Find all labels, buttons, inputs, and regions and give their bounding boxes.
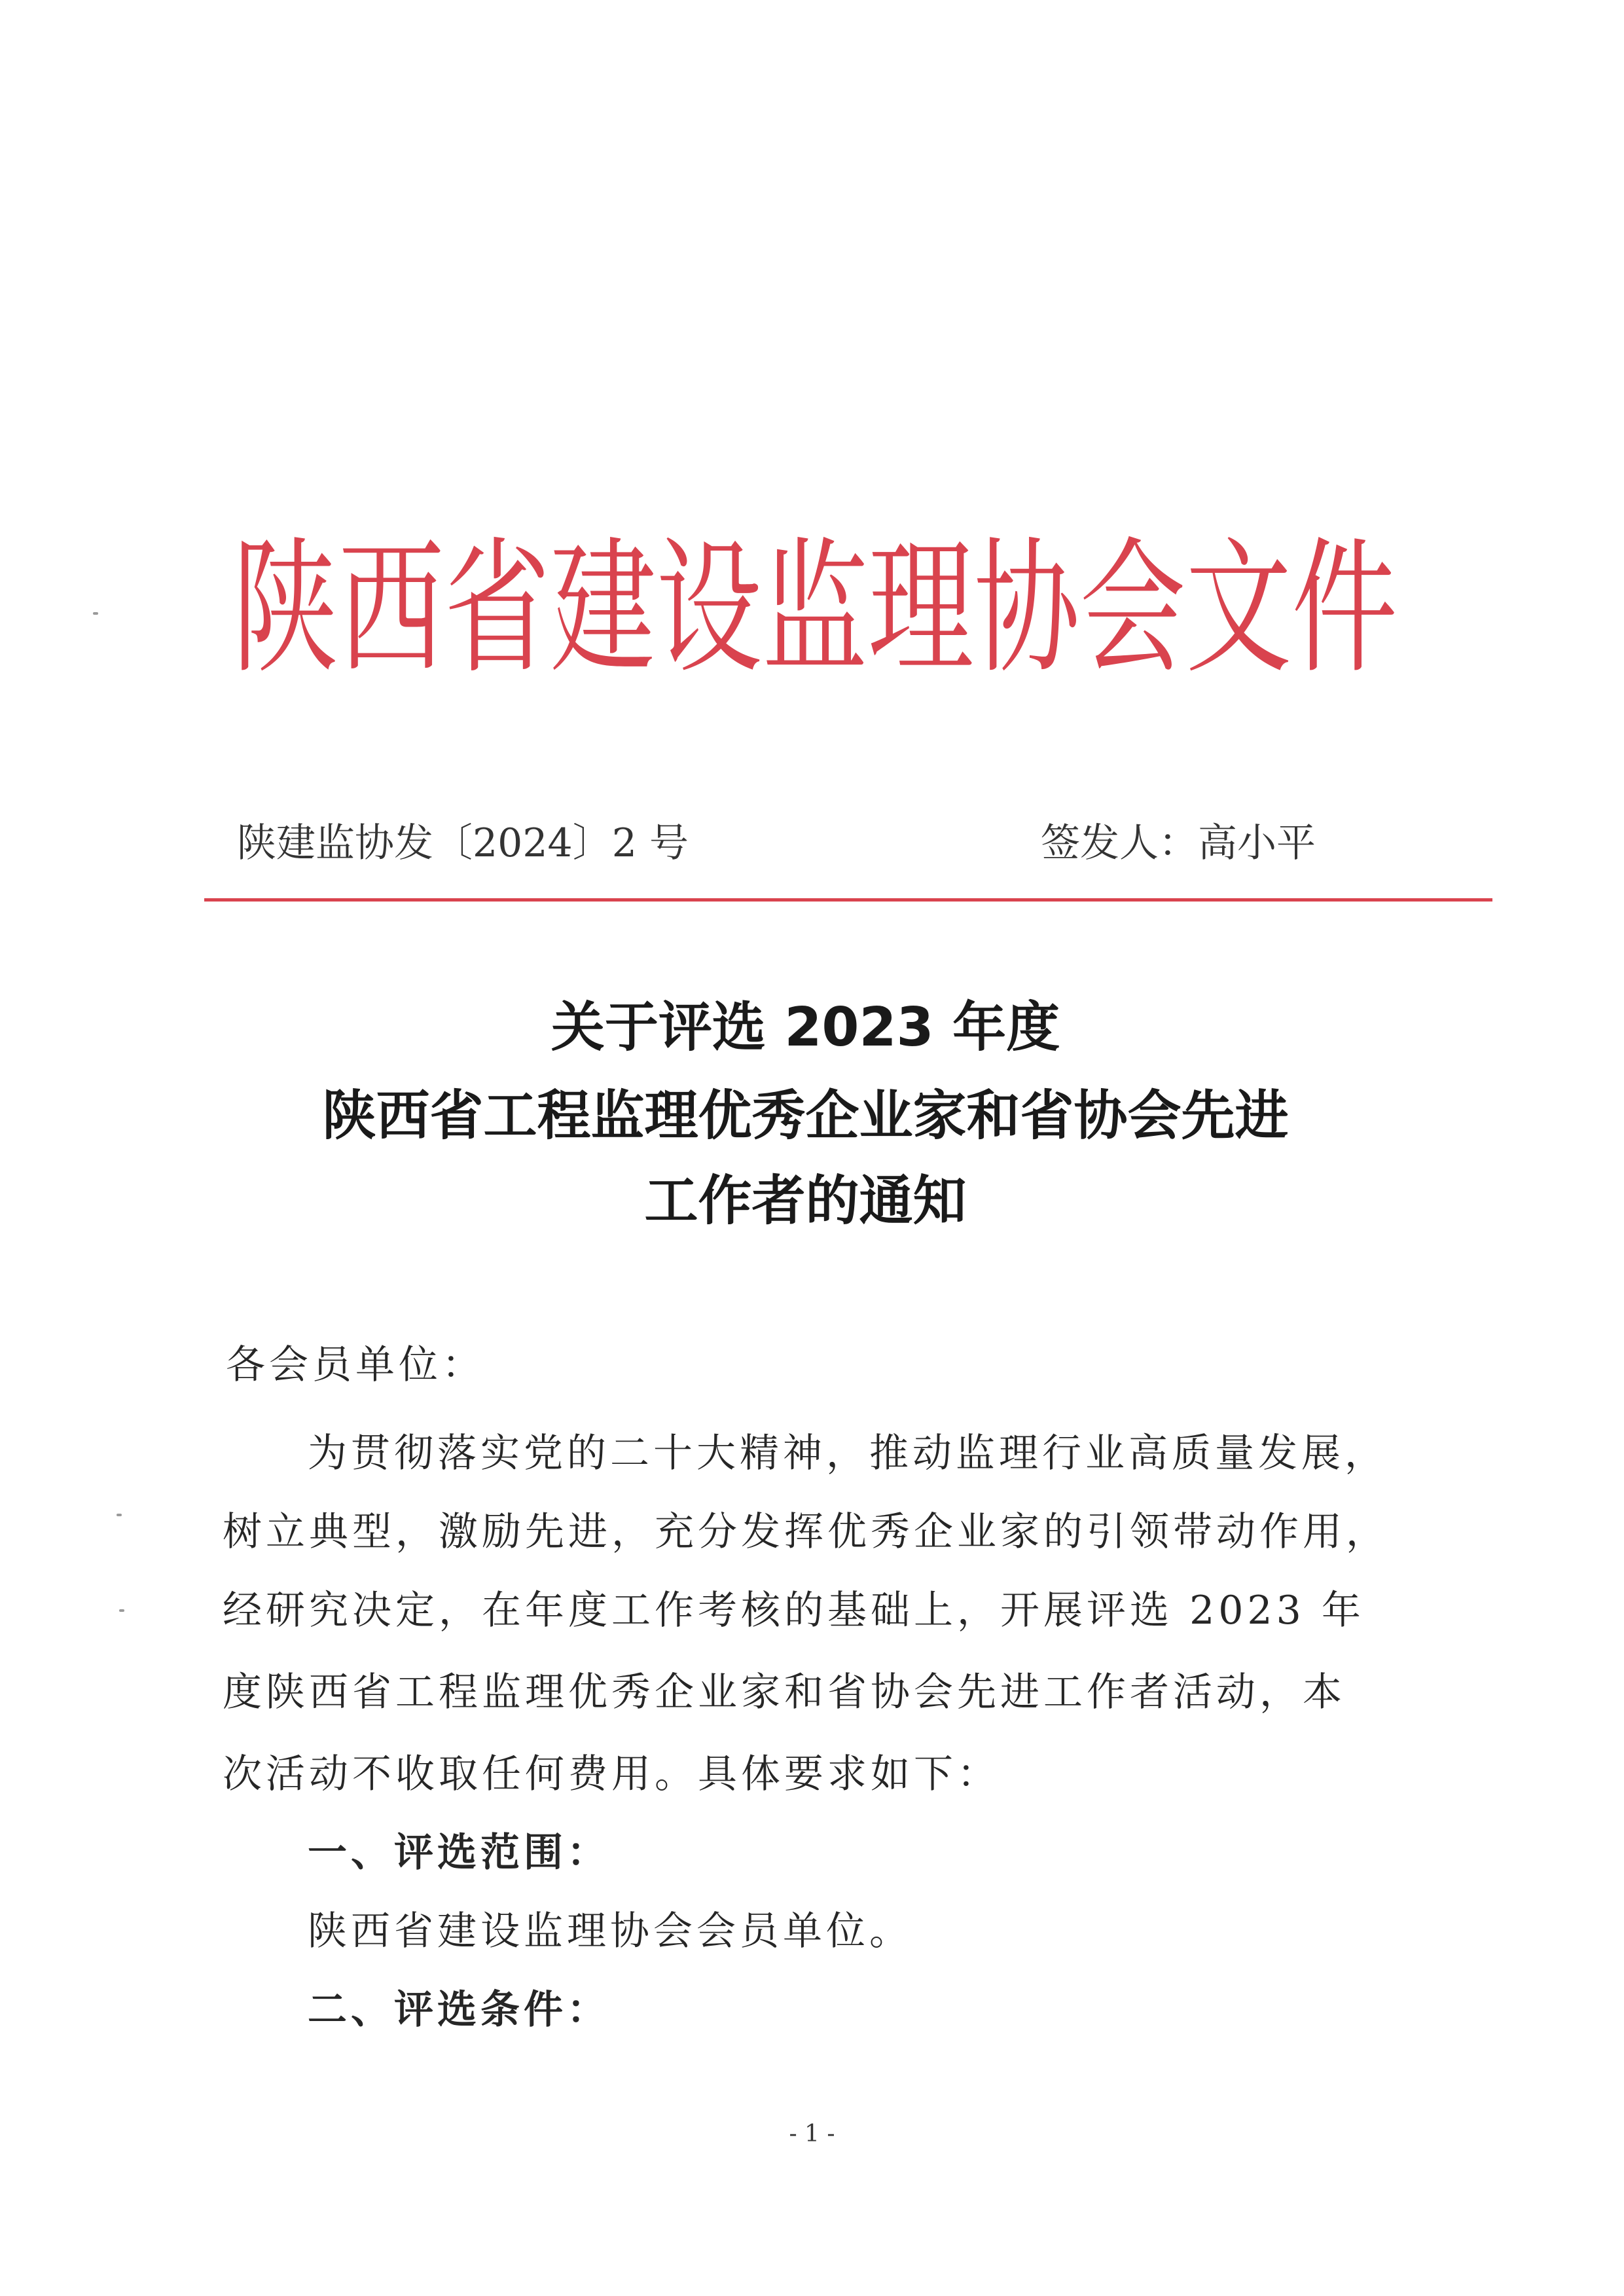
section-heading-scope: 一、评选范围： xyxy=(308,1830,610,1876)
scan-speck xyxy=(93,612,98,615)
scan-speck xyxy=(117,1514,122,1516)
salutation: 各会员单位： xyxy=(226,1342,485,1388)
masthead-title: 陕西省建设监理协会文件 xyxy=(232,524,1398,693)
page-number: - 1 - xyxy=(789,2121,835,2147)
paragraph-line-4: 度陕西省工程监理优秀企业家和省协会先进工作者活动，本 xyxy=(223,1669,1346,1715)
notice-title-line-3: 工作者的通知 xyxy=(644,1170,967,1232)
notice-title-line-1: 关于评选 2023 年度 xyxy=(550,996,1060,1059)
section-text-scope: 陕西省建设监理协会会员单位。 xyxy=(308,1908,912,1954)
section-heading-criteria: 二、评选条件： xyxy=(308,1987,610,2033)
signer: 签发人：高小平 xyxy=(1041,820,1316,866)
paragraph-line-3: 经研究决定，在年度工作考核的基础上，开展评选 2023 年 xyxy=(223,1588,1365,1633)
scan-speck xyxy=(119,1609,124,1612)
paragraph-line-2: 树立典型，激励先进，充分发挥优秀企业家的引领带动作用， xyxy=(223,1509,1389,1555)
paragraph-line-5: 次活动不收取任何费用。具体要求如下： xyxy=(223,1751,1000,1797)
notice-title-line-2: 陕西省工程监理优秀企业家和省协会先进 xyxy=(322,1085,1289,1147)
document-number: 陕建监协发〔2024〕2 号 xyxy=(237,820,689,866)
red-divider-line xyxy=(204,898,1492,902)
paragraph-line-1: 为贯彻落实党的二十大精神，推动监理行业高质量发展， xyxy=(308,1430,1388,1476)
